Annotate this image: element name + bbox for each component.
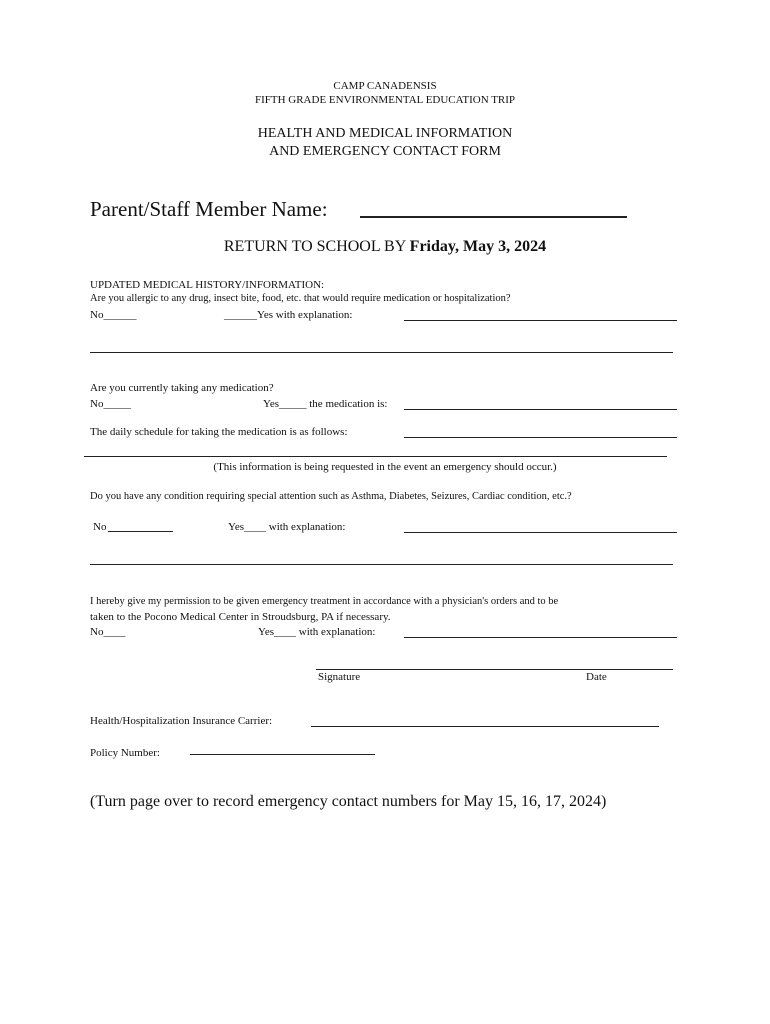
medication-yes[interactable]: Yes_____ the medication is: [263,398,388,410]
allergy-question: Are you allergic to any drug, insect bite, food, etc. that would require medication or hospitalization? [90,293,511,304]
schedule-line-2[interactable] [84,456,667,457]
emergency-note: (This information is being requested in the event an emergency should occur.) [213,461,557,473]
return-prefix: RETURN TO SCHOOL BY [223,238,410,255]
allergy-explanation-line[interactable] [404,320,677,321]
allergy-yes[interactable]: ______Yes with explanation: [224,309,353,321]
date-label: Date [586,671,607,683]
schedule-line[interactable] [404,437,677,438]
insurance-carrier-label: Health/Hospitalization Insurance Carrier: [90,715,273,727]
signature-label: Signature [318,671,361,683]
return-deadline [0,238,770,256]
medication-question: Are you currently taking any medication? [90,382,274,394]
permission-explanation-line[interactable] [404,637,677,638]
permission-no[interactable]: No____ [90,626,126,638]
return-date: Friday, May 3, 2024 [409,238,547,255]
name-label: Parent/Staff Member Name: [90,197,328,221]
allergy-explanation-line-2[interactable] [90,352,673,353]
form-title-line2: AND EMERGENCY CONTACT FORM [269,144,501,159]
schedule-label: The daily schedule for taking the medication is as follows: [90,426,348,438]
trip-name: FIFTH GRADE ENVIRONMENTAL EDUCATION TRIP [254,94,516,106]
camp-name: CAMP CANADENSIS [333,80,437,92]
permission-text-1: I hereby give my permission to be given emergency treatment in accordance with a physician's orders and to be [90,596,559,607]
insurance-carrier-line[interactable] [311,726,659,727]
condition-yes[interactable]: Yes____ with explanation: [228,521,346,533]
permission-text-2: taken to the Pocono Medical Center in Stroudsburg, PA if necessary. [90,611,391,623]
allergy-no[interactable]: No______ [90,309,137,321]
name-field-line[interactable] [360,216,627,218]
condition-no-line[interactable] [108,531,173,532]
signature-line[interactable] [316,669,673,670]
permission-yes[interactable]: Yes____ with explanation: [258,626,376,638]
medication-no[interactable]: No_____ [90,398,131,410]
policy-number-line[interactable] [190,754,375,755]
turn-page-note: (Turn page over to record emergency contact numbers for May 15, 16, 17, 2024) [90,793,607,810]
condition-explanation-line-2[interactable] [90,564,673,565]
condition-question: Do you have any condition requiring special attention such as Asthma, Diabetes, Seizures, Cardiac condition, etc.? [90,491,572,502]
medication-line[interactable] [404,409,677,410]
medical-heading: UPDATED MEDICAL HISTORY/INFORMATION: [90,279,325,291]
condition-no[interactable]: No [93,521,107,533]
form-title-line1: HEALTH AND MEDICAL INFORMATION [257,126,513,141]
policy-number-label: Policy Number: [90,747,160,759]
condition-explanation-line[interactable] [404,532,677,533]
